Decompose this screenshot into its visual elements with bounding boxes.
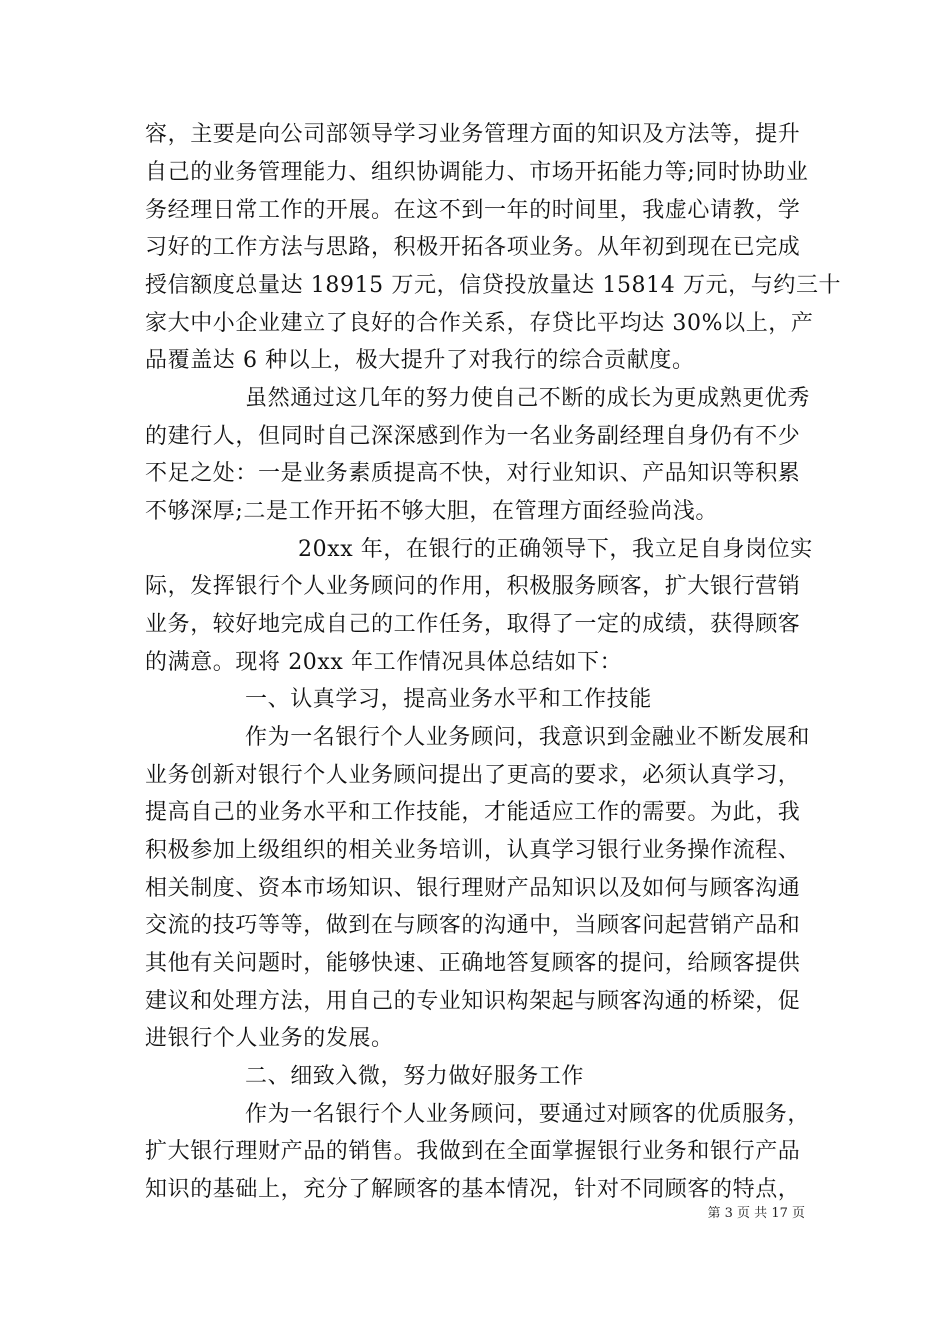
body-line: 知识的基础上，充分了解顾客的基本情况，针对不同顾客的特点， [145,1177,801,1202]
page-number: 第 3 页 共 17 页 [707,1206,805,1221]
body-line: 业务，较好地完成自己的工作任务，取得了一定的成绩，获得顾客 [145,612,801,637]
paragraph-first-line: 虽然通过这几年的努力使自己不断的成长为更成熟更优秀 [245,386,811,411]
paragraph-first-line: 作为一名银行个人业务顾问，我意识到金融业不断发展和 [245,725,811,750]
body-line: 其他有关问题时，能够快速、正确地答复顾客的提问，给顾客提供 [145,951,801,976]
section-heading: 二、细致入微，努力做好服务工作 [245,1064,585,1089]
body-line: 不足之处：一是业务素质提高不快，对行业知识、产品知识等积累 [145,461,801,486]
body-line: 建议和处理方法，用自己的专业知识构架起与顾客沟通的桥梁，促 [145,989,801,1014]
body-line: 际，发挥银行个人业务顾问的作用，积极服务顾客，扩大银行营销 [145,574,801,599]
paragraph-first-line: 20xx 年，在银行的正确领导下，我立足自身岗位实 [298,537,813,562]
body-line: 品覆盖达 6 种以上，极大提升了对我行的综合贡献度。 [145,348,695,373]
body-line: 提高自己的业务水平和工作技能，才能适应工作的需要。为此，我 [145,800,801,825]
body-line: 相关制度、资本市场知识、银行理财产品知识以及如何与顾客沟通 [145,876,801,901]
body-line: 的建行人，但同时自己深深感到作为一名业务副经理自身仍有不少 [145,424,801,449]
body-line: 扩大银行理财产品的销售。我做到在全面掌握银行业务和银行产品 [145,1139,801,1164]
body-line: 容，主要是向公司部领导学习业务管理方面的知识及方法等，提升 [145,122,801,147]
body-line: 家大中小企业建立了良好的合作关系，存贷比平均达 30%以上，产 [145,311,814,336]
paragraph-first-line: 作为一名银行个人业务顾问，要通过对顾客的优质服务， [245,1102,811,1127]
body-line: 自己的业务管理能力、组织协调能力、市场开拓能力等;同时协助业 [145,160,809,185]
body-line: 授信额度总量达 18915 万元，信贷投放量达 15814 万元，与约三十 [145,273,842,298]
body-line: 的满意。现将 20xx 年工作情况具体总结如下： [145,650,623,675]
body-line: 习好的工作方法与思路，积极开拓各项业务。从年初到现在已完成 [145,235,801,260]
body-line: 交流的技巧等等，做到在与顾客的沟通中，当顾客问起营销产品和 [145,913,801,938]
body-line: 不够深厚;二是工作开拓不够大胆，在管理方面经验尚浅。 [145,499,719,524]
body-line: 业务创新对银行个人业务顾问提出了更高的要求，必须认真学习， [145,763,801,788]
body-line: 积极参加上级组织的相关业务培训，认真学习银行业务操作流程、 [145,838,801,863]
section-heading: 一、认真学习，提高业务水平和工作技能 [245,687,652,712]
body-line: 务经理日常工作的开展。在这不到一年的时间里，我虚心请教，学 [145,198,801,223]
body-line: 进银行个人业务的发展。 [145,1026,394,1051]
